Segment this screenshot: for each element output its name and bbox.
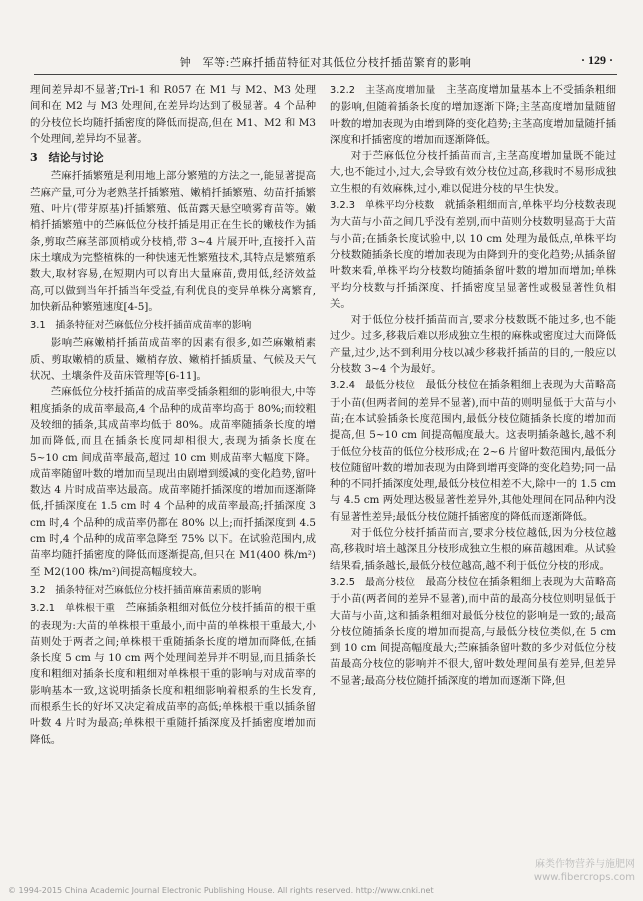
watermark-line: 麻类作物营养与施肥网 <box>535 859 635 870</box>
running-title: 钟 军等:苎麻扦插苗特征对其低位分枝扦插苗繁育的影响 <box>179 56 472 69</box>
paragraph <box>330 574 616 689</box>
paragraph-text: 就插条粗细而言,单株平均分枝数表现为大苗与小苗之间几乎没有差别,而中苗则分枝数明显高于大苗与小苗;在插条长度试验中,以 10 cm 处理为最低点,单株平均分枝数随插条长度的增加表现为由降到升的变化趋势;从插条留叶数来看,单株平均分枝数均随插条留叶数的增加而增加;单株平均分枝数与扦插深度、扦插密度呈显著性或极显著性负相关。 <box>330 199 616 310</box>
subsection-label: 3.2 插条特征对苎麻低位分枝扦插苗麻苗素质的影响 <box>30 584 262 596</box>
subsubsection-label: 3.2.4 最低分枝位 <box>330 380 416 392</box>
subsection-heading <box>30 582 316 599</box>
paragraph: 对于苎麻低位分枝扦插苗而言,主茎高度增加量既不能过大,也不能过小,过大,会导致有效分枝位过高,移栽时不易形成独立生根的有效麻株,过小,难以促进分枝的早生快发。 <box>330 150 616 195</box>
paragraph: 对于低位分枝扦插苗而言,要求分枝数既不能过多,也不能过少。过多,移栽后难以形成独立生根的麻株或密度过大而降低产量,过少,达不到利用分枝以减少移栽扦插苗的目的,一般应以分枝数 3~4 个为最好。 <box>330 314 616 376</box>
paragraph: 对于低位分枝扦插苗而言,要求分枝位越低,因为分枝位越高,移栽时培土越深且分枝形成独立生根的麻苗越困难。从试验结果看,插条越长,最低分枝位越高,越不利于低位分枝的形成。 <box>330 527 616 572</box>
paragraph: 影响苎麻嫩梢扦插苗成苗率的因素有很多,如苎麻嫩梢素质、剪取嫩梢的质量、嫩梢存放、嫩梢扦插质量、气候及天气状况、土壤条件及苗床管理等[6-11]。 <box>30 337 316 383</box>
subsubsection-label: 3.2.2 主茎高度增加量 <box>330 85 436 96</box>
paragraph <box>30 600 316 748</box>
site-watermark <box>534 858 635 884</box>
paragraph <box>330 197 616 312</box>
paragraph-text: 主茎高度增加量基本上不受插条粗细的影响,但随着插条长度的增加逐渐下降;主茎高度增加量随留叶数的增加表现为由增到降的变化趋势;主茎高度增加量随扦插深度和扦插密度的增加而逐渐降低。 <box>330 84 617 146</box>
section-heading: 3 结论与讨论 <box>30 151 104 165</box>
copyright-footer: © 1994-2015 China Academic Journal Electronic Publishing House. All rights reserved. http://www.cnki.net <box>8 886 434 895</box>
right-column <box>330 82 616 689</box>
subsection-heading <box>30 317 316 334</box>
left-column <box>30 82 316 748</box>
paragraph: 理间差异却不显著;Tri-1 和 R057 在 M1 与 M2、M3 处理间和在 M2 与 M3 处理间,在差异均达到了极显著。4 个品种的分枝位长均随扦插密度的降低而提高,但在 M1、M2 和 M3 个处理间,差异均不显著。 <box>30 84 316 145</box>
paragraph <box>330 82 616 148</box>
paragraph: 苎麻低位分枝扦插苗的成苗率受插条粗细的影响很大,中等粗度插条的成苗率最高,4 个品种的成苗率均高于 80%;而较粗及较细的插条,其成苗率均低于 80%。成苗率随插条长度的增加而降低,而且在插条长度同却相很大,表现为插条长度在 5~10 cm 间成苗率最高,超过 10 cm 则成苗率大幅度下降。成苗率随留叶数的增加而呈现出由剧增到缓减的变化趋势,留叶数达 4 片时成苗率达最高。成苗率随扦插深度的增加而逐渐降低,扦插深度在 1.5 cm 时 4 个品种的成苗率最高;扦插深度 3 cm 时,4 个品种的成苗率仍都在 80% 以上;而扦插深度到 4.5 cm 时,4 个品种的成苗率急降至 75% 以下。在试验范围内,成苗率均随扦插密度的降低而逐渐提高,但只在 M1(400 株/m²)至 M2(100 株/m²)间提高幅度较大。 <box>30 386 316 578</box>
subsection-label: 3.1 插条特征对苎麻低位分枝扦插苗成苗率的影响 <box>30 320 252 332</box>
paragraph-text: 苎麻插条粗细对低位分枝扦插苗的根干重的表现为:大苗的单株根干重最小,而中苗的单株根干重最大,小苗则处于两者之间;单株根干重随插条长度的增加而降低,在插条长度 5 cm 与 10 cm 两个处理间差异并不明显,而且插条长度和粗细对插条长度和粗细对单株根干重的影响与对成苗率的影响基本一致,这说明插条长度和粗细影响着根系的生长发育,而根系生长的好坏又决定着成苗率的高低;单株根干重以插条留叶数 4 片时为最高;单株根干重随扦插深度及扦插密度增加而降低。 <box>30 602 317 746</box>
subsubsection-label: 3.2.3 单株平均分枝数 <box>330 200 435 212</box>
paragraph-text: 最高分枝位在插条粗细上表现为大苗略高于小苗(两者间的差异不显著),而中苗的最高分枝位则明显低于大苗与小苗,这和插条粗细对最低分枝位的影响是一致的;最高分枝位随插条长度的增加而提高,与最低分枝位类似,在 5 cm 到 10 cm 间提高幅度最大;苎麻插条留叶数的多少对低位分枝苗最高分枝位的影响并不很大,留叶数处理间虽有差异,但差异不显著;最高分枝位随扦插深度的增加而逐渐下降,但 <box>330 575 617 687</box>
paragraph: 苎麻扦插繁殖是利用地上部分繁殖的方法之一,能显著提高苎麻产量,可分为老熟茎扦插繁殖、嫩梢扦插繁殖、幼苗扦插繁殖、叶片(带芽原基)扦插繁殖、低苗露天悬空喷雾育苗等。嫩梢扦插繁殖中的苎麻低位分枝扦插是用正在生长的嫩枝作为插条,剪取苎麻茎部顶梢或分枝梢,带 3~4 片展开叶,直接扦入苗床土壤成为完整植株的一种快速无性繁殖技术,其特点是繁殖系数大,取材容易,在短期内可以育出大量麻苗,费用低,经济效益高,可以做到当年扦插当年受益,有利优良的变异单株分离繁育,加快新品种繁殖速度[4-5]。 <box>30 170 316 313</box>
running-header <box>34 52 617 75</box>
subsubsection-label: 3.2.5 最高分枝位 <box>330 576 416 588</box>
page-number: · 129 · <box>580 53 613 67</box>
watermark-line: www.fibercrops.com <box>533 872 635 883</box>
paragraph-text: 最低分枝位在插条粗细上表现为大苗略高于小苗(但两者间的差异不显著),而中苗的则明显低于大苗与小苗;在本试验插条长度范围内,最低分枝位随插条长度的增加而提高,但 5~10 cm 间提高幅度最大。这表明插条越长,越不利于低位分枝苗的低位分枝形成;在 2~6 片留叶数范围内,最低分枝位随留叶数的增加表现为由降到增再变降的变化趋势;同一品种的不同扦插深度处理,最低分枝位相差不大,除中一的 1.5 cm 与 4.5 cm 两处理达极显著性差异外,其他处理间在同品种内没有显著性差异;最低分枝位随扦插密度的降低而逐渐降低。 <box>330 379 617 523</box>
paragraph <box>330 377 616 525</box>
subsubsection-label: 3.2.1 单株根干重 <box>30 603 116 615</box>
